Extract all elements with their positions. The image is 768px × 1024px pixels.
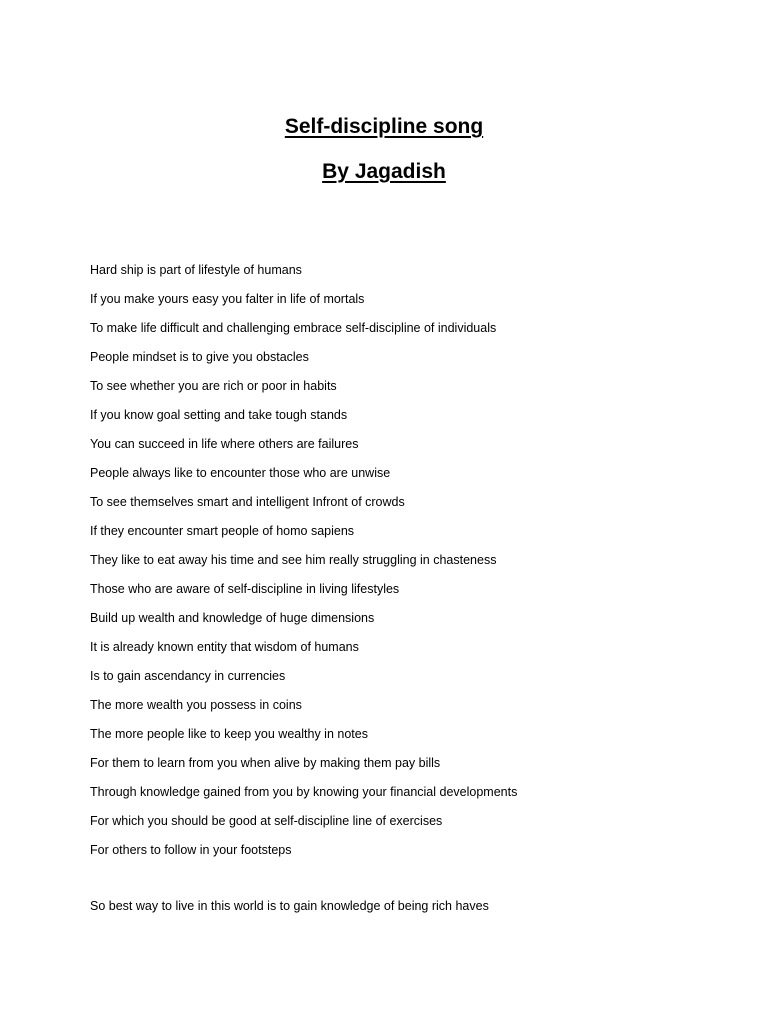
poem-line: People mindset is to give you obstacles	[90, 350, 309, 364]
poem-body	[90, 256, 517, 865]
poem-line: If they encounter smart people of homo sapiens	[90, 524, 355, 538]
poem-line: To see whether you are rich or poor in habits	[90, 379, 337, 393]
poem-line: To see themselves smart and intelligent Infront of crowds	[90, 495, 405, 509]
poem-line: For them to learn from you when alive by making them pay bills	[90, 756, 441, 770]
poem-line: If you make yours easy you falter in life of mortals	[90, 292, 365, 306]
author-line: By Jagadish	[322, 160, 446, 183]
poem-line: You can succeed in life where others are failures	[90, 437, 359, 451]
poem-line: People always like to encounter those who are unwise	[90, 466, 391, 480]
poem-line: The more people like to keep you wealthy in notes	[90, 727, 368, 741]
poem-line: Is to gain ascendancy in currencies	[90, 669, 286, 683]
poem-final-line: So best way to live in this world is to gain knowledge of being rich haves	[90, 899, 489, 913]
poem-line: The more wealth you possess in coins	[90, 698, 302, 712]
poem-line: Hard ship is part of lifestyle of humans	[90, 263, 302, 277]
poem-line: Those who are aware of self-discipline in living lifestyles	[90, 582, 400, 596]
poem-line: To make life difficult and challenging embrace self-discipline of individuals	[90, 321, 497, 335]
poem-line: Through knowledge gained from you by knowing your financial developments	[90, 785, 518, 799]
poem-line: If you know goal setting and take tough stands	[90, 408, 348, 422]
poem-line: For which you should be good at self-discipline line of exercises	[90, 814, 443, 828]
poem-line: They like to eat away his time and see him really struggling in chasteness	[90, 553, 497, 567]
poem-line: For others to follow in your footsteps	[90, 843, 292, 857]
document-title: Self-discipline song	[284, 115, 484, 138]
poem-line: It is already known entity that wisdom of humans	[90, 640, 359, 654]
poem-line: Build up wealth and knowledge of huge dimensions	[90, 611, 375, 625]
